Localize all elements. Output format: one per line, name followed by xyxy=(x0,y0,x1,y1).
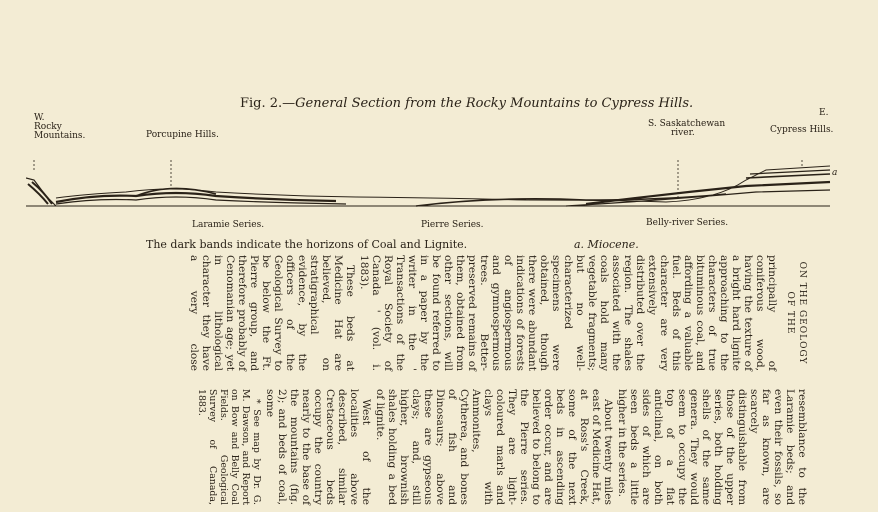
legend-miocene-note: a. Miocene. xyxy=(574,238,639,251)
label-s-saskatchewan: S. Saskatchewan xyxy=(648,119,726,129)
label-porcupine-hills: Porcupine Hills. xyxy=(146,130,219,140)
footnote: * See map by Dr. G. M. Dawson, and Report on Bow and Belly Coal Fields. Geological Survey of Canada, 1883. xyxy=(196,389,262,505)
geological-section-diagram xyxy=(26,160,838,220)
label-belly-river-series: Belly-river Series. xyxy=(646,218,729,228)
rotated-page-text xyxy=(68,255,808,505)
label-mountains: Mountains. xyxy=(34,131,86,141)
figure-title: General Section from the Rocky Mountains to Cypress Hills. xyxy=(295,96,694,111)
figure-number: Fig. 2. xyxy=(240,96,283,111)
label-rocky: Rocky xyxy=(34,122,62,132)
label-cypress-hills: Cypress Hills. xyxy=(770,125,834,135)
paragraph-4: West of the localities above described, similar Cretaceous beds occupy the country nearly to the base of the mountains (fig. 2); and beds of coal, some xyxy=(264,389,372,505)
cypress-layer-1 xyxy=(746,174,830,178)
paragraph-2: These beds at Medicine Hat are believed, on stratigraphical evidence, by the officers of the Geological Survey to be below the Ft. Pierre group, and therefore probably of Cenomanian age; yet in lithological character they have a very close resemblance to the Laramie beds; and even their fossils, so far as known, are scarcely distinguishable from those of the upper series, both holding shells of the same genera. They would seem to occupy the top of a flat anticlinal, on both sides of which are seen beds a little higher in the series. xyxy=(188,255,808,505)
rocky-band-2 xyxy=(32,182,52,204)
label-pierre-series: Pierre Series. xyxy=(421,220,484,230)
label-west: W. xyxy=(34,113,45,123)
running-head: ON THE GEOLOGY OF THE xyxy=(785,261,807,365)
figure-caption: Fig. 2.—General Section from the Rocky Mountains to Cypress Hills. xyxy=(240,96,694,111)
legend-coal-note: The dark bands indicate the horizons of Coal and Lignite. xyxy=(146,238,468,251)
label-a: a xyxy=(832,168,838,178)
pierre-band xyxy=(416,194,726,206)
label-laramie-series: Laramie Series. xyxy=(192,220,265,230)
label-east: E. xyxy=(819,108,829,118)
label-river: river. xyxy=(671,128,695,138)
paragraph-3: About twenty miles east of Medicine Hat, at Ross's Creek, some of the next beds in ascending order occur, and are believed to belong to the Pierre series. They are light-coloured marls and clays with Ammonites, Cytherea, and bones of fish and Dinosaurs; above these are gypseous clays; and, still higher, brownish shales holding a bed of lignite. xyxy=(374,389,614,505)
paragraph-1: principally of coniferous wood, having the texture of a bright hard lignite approaching to the characters of true bituminous coal, and affording a valuable fuel. Beds of this character are very extensively distributed over the region. The shales associated with the coals hold many vegetable fragments; but no well-characterized specimens were obtained, though there were abundant indications of forests of angiospermous and gymnospermous trees. Better-preserved remains of them, obtained from other sections, will be found referred to in a paper by the writer in the ' Transactions of the Royal Society of Canada ' (vol. i. 1883). xyxy=(358,255,778,371)
